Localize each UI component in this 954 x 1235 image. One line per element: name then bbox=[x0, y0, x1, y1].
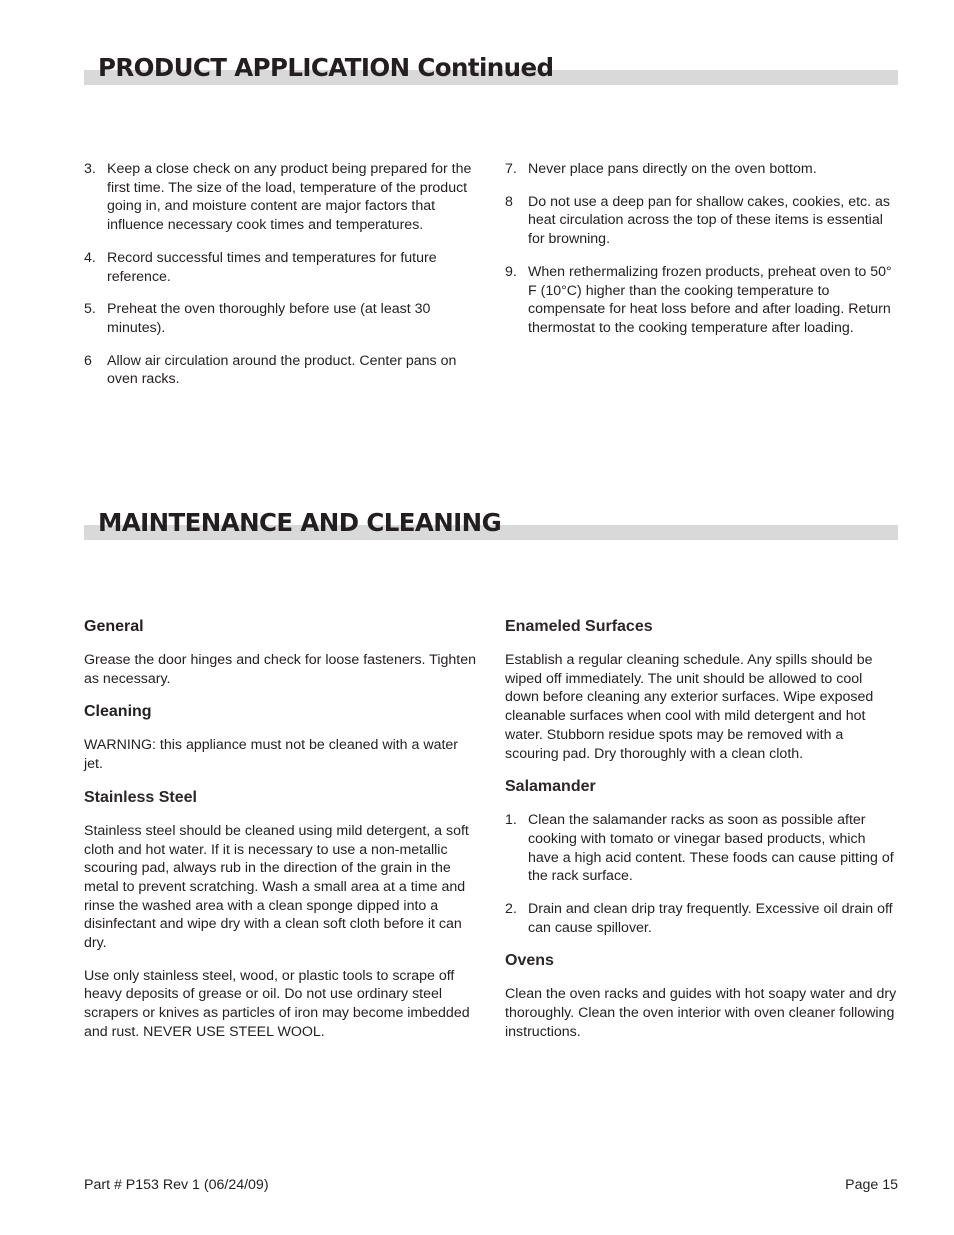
list-item bbox=[84, 300, 478, 337]
heading-cleaning: Cleaning bbox=[84, 703, 152, 721]
numbered-list bbox=[505, 160, 899, 338]
list-number: 2. bbox=[505, 901, 517, 918]
enameled-surfaces-text: Establish a regular cleaning schedule. Any spills should be wiped off immediately. The unit should be allowed to cool down before cleaning any exterior surfaces. Wipe exposed cleanable surfaces when cool with mild detergent and hot water. Stubborn residue spots may be removed with a scouring pad. Dry thoroughly with a clean cloth. bbox=[505, 652, 874, 762]
list-item bbox=[84, 249, 478, 286]
heading-enameled-surfaces: Enameled Surfaces bbox=[505, 618, 653, 635]
list-number: 4. bbox=[84, 249, 96, 266]
section-title-product-application: PRODUCT APPLICATION Continued bbox=[98, 53, 554, 82]
heading-stainless-steel: Stainless Steel bbox=[84, 788, 197, 806]
list-item bbox=[505, 263, 899, 338]
list-item bbox=[505, 160, 899, 179]
maintenance-left-column bbox=[84, 617, 478, 1056]
footer-page-number: Page 15 bbox=[845, 1177, 898, 1193]
list-item bbox=[84, 160, 478, 235]
heading-general: General bbox=[84, 618, 144, 635]
list-text: Allow air circulation around the product. Center pans on oven racks. bbox=[107, 352, 457, 388]
list-text: Clean the salamander racks as soon as possible after cooking with tomato or vinegar based products, which have a high acid content. These foods can cause pitting of the rack surface. bbox=[528, 812, 894, 885]
ovens-text: Clean the oven racks and guides with hot soapy water and dry thoroughly. Clean the oven interior with oven cleaner following instructions. bbox=[505, 986, 897, 1040]
list-text: Never place pans directly on the oven bottom. bbox=[528, 161, 817, 177]
list-item bbox=[505, 193, 899, 249]
list-number: 6 bbox=[84, 352, 92, 369]
list-item bbox=[84, 352, 478, 389]
heading-salamander: Salamander bbox=[505, 778, 596, 796]
list-number: 1. bbox=[505, 812, 517, 829]
footer-part-number: Part # P153 Rev 1 (06/24/09) bbox=[84, 1177, 269, 1193]
list-text: Preheat the oven thoroughly before use (at least 30 minutes). bbox=[107, 301, 431, 336]
section-title-maintenance: MAINTENANCE AND CLEANING bbox=[98, 508, 502, 537]
list-number: 8 bbox=[505, 193, 513, 210]
numbered-list bbox=[84, 160, 478, 389]
list-text: Do not use a deep pan for shallow cakes, cookies, etc. as heat circulation across the top of these items is essential for browning. bbox=[528, 193, 890, 248]
list-text: When rethermalizing frozen products, preheat oven to 50° F (10°C) higher than the cooking temperature to compensate for heat loss before and after loading. Return thermostat to the cooking temperature after loading. bbox=[528, 263, 892, 336]
product-application-right-column bbox=[505, 160, 899, 352]
list-item bbox=[505, 811, 899, 886]
list-text: Record successful times and temperatures for future reference. bbox=[107, 249, 437, 285]
stainless-steel-paragraph-2: Use only stainless steel, wood, or plastic tools to scrape off heavy deposits of grease or oil. Do not use ordinary steel scrapers or knives as particles of iron may become imbedded and rust. NEVER USE STEEL WOOL. bbox=[84, 967, 470, 1040]
list-number: 5. bbox=[84, 301, 96, 318]
general-text: Grease the door hinges and check for loose fasteners. Tighten as necessary. bbox=[84, 652, 476, 687]
list-item bbox=[505, 900, 899, 937]
salamander-list bbox=[505, 811, 899, 937]
heading-ovens: Ovens bbox=[505, 952, 554, 970]
cleaning-warning-text: WARNING: this appliance must not be cleaned with a water jet. bbox=[84, 737, 459, 773]
maintenance-right-column bbox=[505, 617, 899, 1056]
list-text: Drain and clean drip tray frequently. Excessive oil drain off can cause spillover. bbox=[528, 901, 893, 936]
list-number: 3. bbox=[84, 161, 96, 177]
stainless-steel-paragraph-1: Stainless steel should be cleaned using mild detergent, a soft cloth and hot water. If it is necessary to use a non-metallic scouring pad, always rub in the direction of the grain in the metal to prevent scratching. Wash a small area at a time and rinse the washed area with a clean sponge dipped into a disinfectant and wipe dry with a clean soft cloth before it can dry. bbox=[84, 822, 469, 952]
list-number: 9. bbox=[505, 263, 517, 280]
list-text: Keep a close check on any product being prepared for the first time. The size of the load, temperature of the product going in, and moisture content are major factors that influence necessary cook times and temperatures. bbox=[107, 161, 472, 234]
list-number: 7. bbox=[505, 161, 517, 177]
product-application-left-column bbox=[84, 160, 478, 403]
